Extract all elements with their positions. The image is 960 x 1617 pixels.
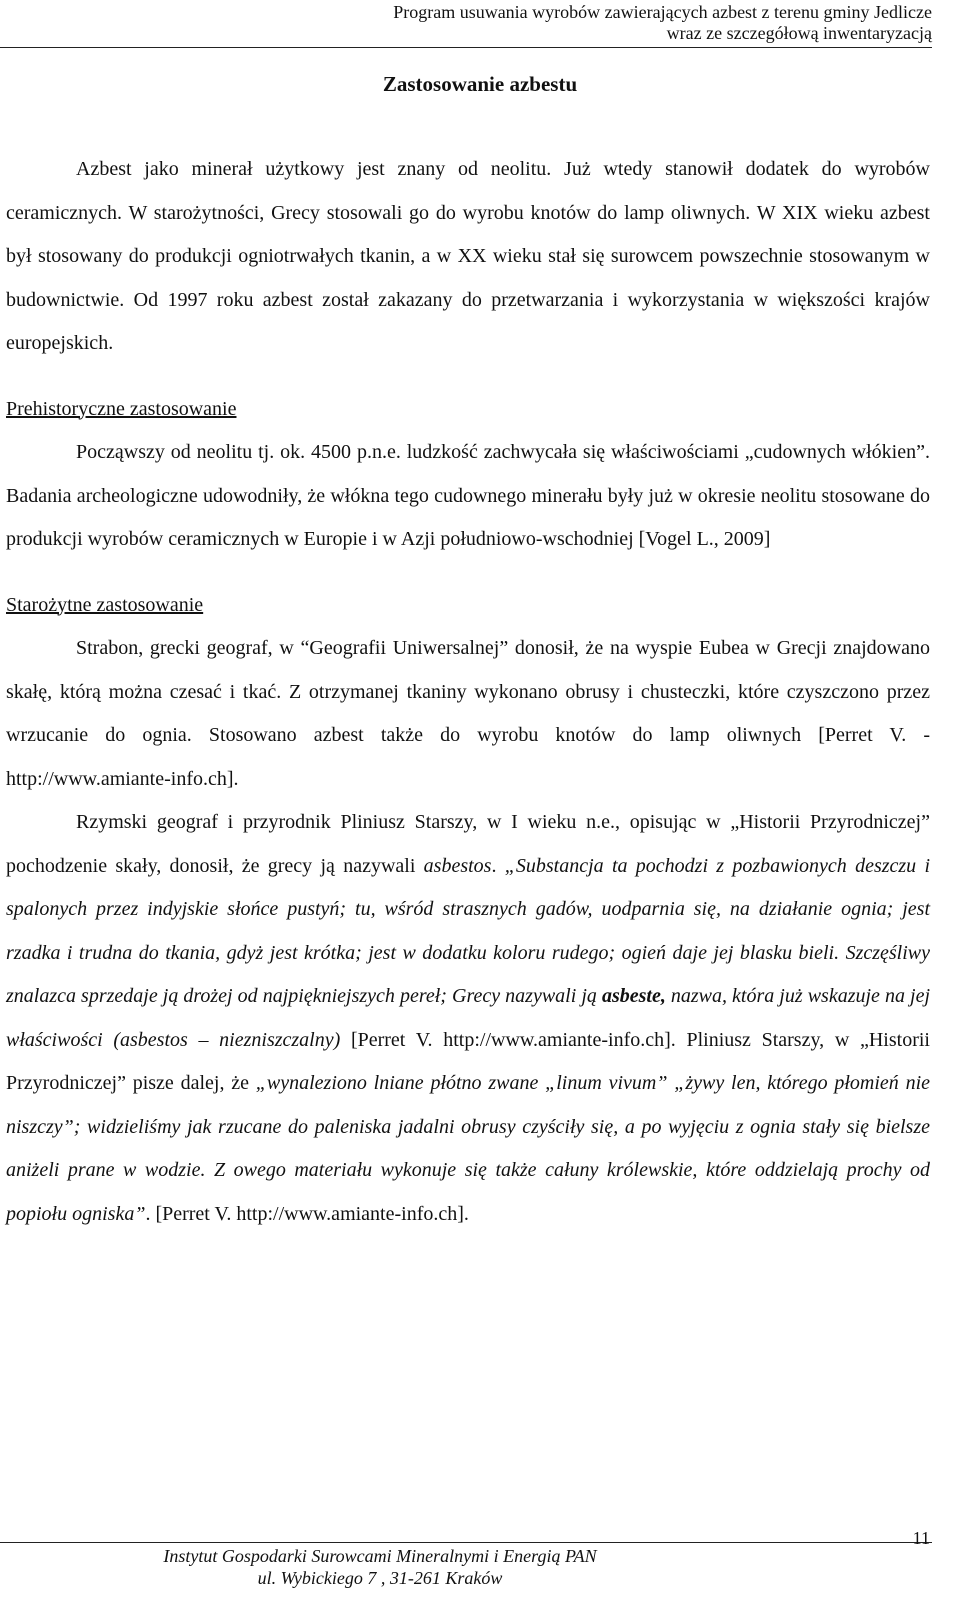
running-footer [60, 1545, 700, 1589]
running-header [0, 2, 932, 44]
p2-term-asbestos: asbestos [423, 854, 492, 877]
p2-citation: [Perret V. http://www.amiante-info.ch]. Pliniusz Starszy, w „Historii Przyrodniczej” pisze dalej, że [6, 1028, 930, 1094]
document-body [6, 148, 930, 1236]
p2-text-a: Rzymski geograf i przyrodnik Pliniusz Starszy, w I wieku n.e., opisując w „Historii Przyrodniczej” pochodzenie skały, donosił, że grecy ją nazywali [6, 811, 930, 877]
p2-quote-2: „wynaleziono lniane płótno zwane „linum vivum” „żywy len, którego płomień nie niszczy”; widzieliśmy jak rzucane do paleniska jadalni obrusy czyściły się, a po wyjęciu z ognia stały się bielsze aniżeli prane w wodzie. Z owego materiału wykonuje się także całuny królewskie, które oddzielają prochy od popiołu ogniska” [6, 1072, 930, 1225]
footer-line-1: Instytut Gospodarki Surowcami Mineralnymi i Energią PAN [163, 1546, 597, 1566]
page-title: Zastosowanie azbestu [382, 72, 578, 96]
p2-text-c: . [491, 854, 505, 877]
ancient-paragraph-1: Strabon, grecki geograf, w “Geografii Uniwersalnej” donosił, że na wyspie Eubea w Grecji znajdowano skałę, którą można czesać i tkać. Z otrzymanej tkaniny wykonano obrusy i chusteczki, które czyszczono przez wrzucanie do ognia. Stosowano azbest także do wyrobu knotów do lamp oliwnych [Perret V. - http://www.amiante-info.ch]. [6, 637, 930, 790]
section-heading-prehistoric: Prehistoryczne zastosowanie [6, 397, 237, 420]
footer-divider [0, 1542, 932, 1543]
p2-quote-1-end: nazwa, która już wskazuje na jej właściwości (asbestos – niezniszczalny) [6, 985, 931, 1051]
footer-line-2: ul. Wybickiego 7 , 31-261 Kraków [257, 1568, 503, 1588]
page-number: 11 [912, 1528, 930, 1548]
header-line-2: wraz ze szczegółową inwentaryzacją [666, 23, 932, 43]
p2-quote-1: „Substancja ta pochodzi z pozbawionych deszczu i spalonych przez indyjskie słońce pustyń; tu, wśród strasznych gadów, uodparnia się, na działanie ognia; jest rzadka i trudna do tkania, gdyż jest krótka; jest w dodatku koloru rudego; ogień daje jej blasku bieli. Szczęśliwy znalazca sprzedaje ją drożej od najpiękniejszych pereł; Grecy nazywali ją [6, 854, 931, 1007]
prehistoric-paragraph: Począwszy od neolitu tj. ok. 4500 p.n.e. ludzkość zachwycała się właściwościami „cudownych włókien”. Badania archeologiczne udowodniły, że włókna tego cudownego minerału były już w okresie neolitu stosowane do produkcji wyrobów ceramicznych w Europie i w Azji południowo-wschodniej [Vogel L., 2009] [6, 441, 930, 550]
section-heading-ancient: Starożytne zastosowanie [6, 593, 204, 616]
ancient-paragraph-2 [6, 801, 930, 1236]
header-line-1: Program usuwania wyrobów zawierających azbest z terenu gminy Jedlicze [393, 2, 932, 22]
header-divider [0, 47, 932, 48]
p2-citation-2: . [Perret V. http://www.amiante-info.ch]. [145, 1202, 469, 1225]
p2-term-asbeste: asbeste, [601, 985, 666, 1007]
intro-paragraph: Azbest jako minerał użytkowy jest znany od neolitu. Już wtedy stanowił dodatek do wyrobów ceramicznych. W starożytności, Grecy stosowali go do wyrobu knotów do lamp oliwnych. W XIX wieku azbest był stosowany do produkcji ogniotrwałych tkanin, a w XX wieku stał się surowcem powszechnie stosowanym w budownictwie. Od 1997 roku azbest został zakazany do przetwarzania i wykorzystania w większości krajów europejskich. [6, 158, 930, 354]
